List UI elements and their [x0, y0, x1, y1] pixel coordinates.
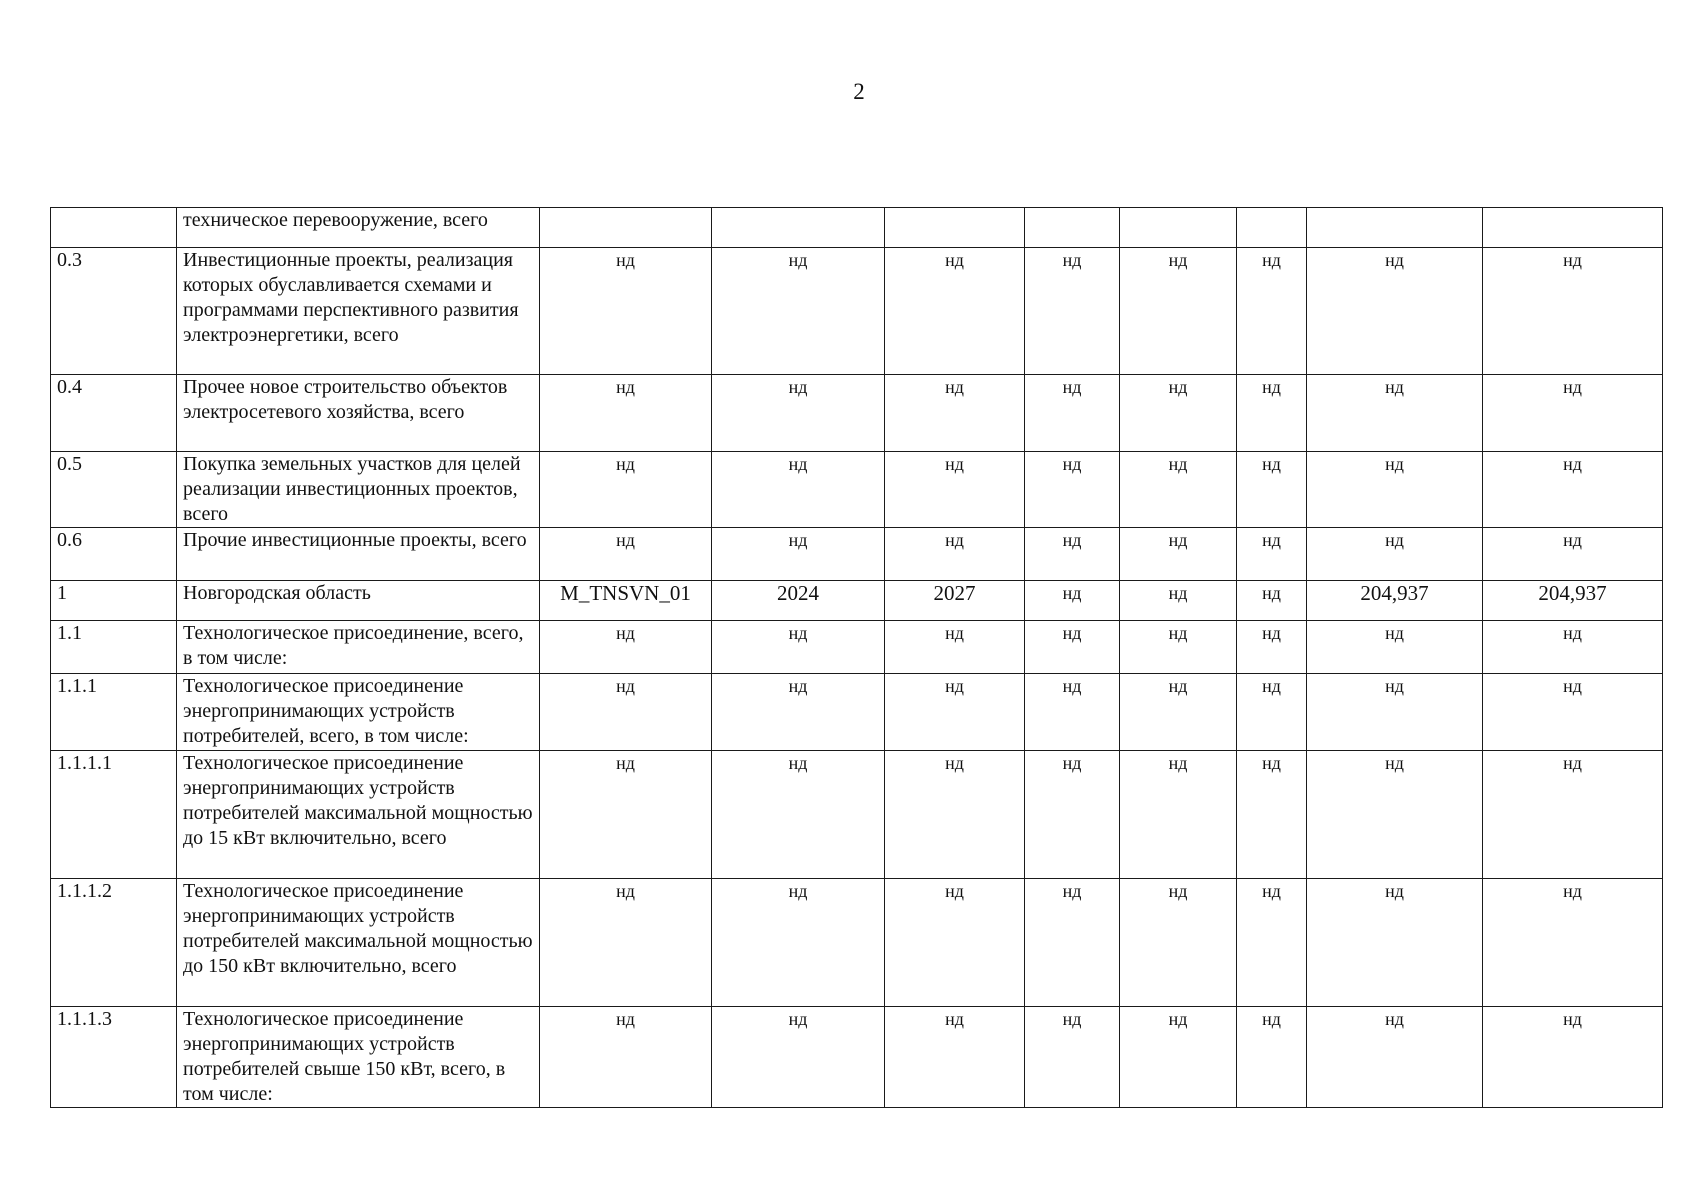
value-cell	[1307, 621, 1483, 674]
value-cell	[1483, 375, 1663, 452]
value-cell	[1237, 674, 1307, 751]
value-cell	[1120, 674, 1237, 751]
value-cell	[1025, 452, 1120, 528]
cell-value: нд	[1385, 1009, 1404, 1029]
cell-value: нд	[1062, 623, 1082, 643]
value-cell	[712, 751, 885, 879]
cell-value: нд	[1168, 881, 1188, 901]
value-cell	[1483, 621, 1663, 674]
value-cell	[1120, 1007, 1237, 1108]
value-cell	[1237, 1007, 1307, 1108]
value-cell	[712, 452, 885, 528]
value-cell	[712, 248, 885, 375]
cell-value: нд	[1385, 676, 1404, 696]
value-cell	[1025, 674, 1120, 751]
row-number-cell: 1.1	[51, 621, 177, 674]
value-cell	[1120, 208, 1237, 248]
row-number-cell: 0.3	[51, 248, 177, 375]
cell-value: нд	[1385, 454, 1404, 474]
cell-value: нд	[616, 250, 635, 270]
value-cell	[1237, 452, 1307, 528]
row-name-cell: Покупка земельных участков для целей реализации инвестиционных проектов, всего	[177, 452, 540, 528]
value-cell	[885, 452, 1025, 528]
value-cell	[1307, 528, 1483, 581]
cell-value: 204,937	[1538, 581, 1607, 605]
row-number-cell: 0.6	[51, 528, 177, 581]
value-cell	[1025, 879, 1120, 1007]
row-number-cell: 0.4	[51, 375, 177, 452]
cell-value: нд	[616, 676, 635, 696]
cell-value: нд	[1062, 454, 1082, 474]
value-cell	[540, 248, 712, 375]
value-cell	[1120, 452, 1237, 528]
value-cell	[1025, 528, 1120, 581]
cell-value: нд	[1168, 1009, 1188, 1029]
cell-value: нд	[1262, 377, 1281, 397]
value-cell	[1237, 621, 1307, 674]
value-cell	[1307, 1007, 1483, 1108]
cell-value: нд	[1563, 753, 1582, 773]
cell-value: нд	[1062, 250, 1082, 270]
value-cell	[885, 674, 1025, 751]
value-cell	[1483, 581, 1663, 621]
value-cell	[1307, 375, 1483, 452]
value-cell	[540, 452, 712, 528]
table-row	[51, 208, 1663, 248]
cell-value: нд	[1563, 250, 1582, 270]
value-cell	[1120, 751, 1237, 879]
row-name-cell: Новгородская область	[177, 581, 540, 621]
table-row	[51, 879, 1663, 1007]
cell-value: нд	[1563, 623, 1582, 643]
value-cell	[1025, 751, 1120, 879]
value-cell	[1307, 452, 1483, 528]
cell-value: нд	[1385, 377, 1404, 397]
cell-value: нд	[945, 881, 964, 901]
table-row	[51, 452, 1663, 528]
cell-value: нд	[1262, 881, 1281, 901]
cell-value: нд	[1062, 753, 1082, 773]
row-name-cell: Технологическое присоединение энергопринимающих устройств потребителей максимальной мощностью до 15 кВт включительно, всего	[177, 751, 540, 879]
value-cell	[1237, 208, 1307, 248]
value-cell	[885, 528, 1025, 581]
cell-value: 204,937	[1360, 581, 1429, 605]
value-cell	[1025, 208, 1120, 248]
cell-value: нд	[788, 530, 808, 550]
cell-value: нд	[788, 454, 808, 474]
cell-value: нд	[1385, 623, 1404, 643]
value-cell	[1483, 751, 1663, 879]
cell-value: нд	[1563, 454, 1582, 474]
cell-value: нд	[788, 1009, 808, 1029]
cell-value: нд	[1062, 676, 1082, 696]
cell-value: нд	[1563, 881, 1582, 901]
cell-value: нд	[1168, 676, 1188, 696]
cell-value: нд	[616, 623, 635, 643]
cell-value: 2024	[777, 581, 819, 605]
value-cell	[1483, 248, 1663, 375]
cell-value: нд	[616, 1009, 635, 1029]
value-cell	[1483, 1007, 1663, 1108]
value-cell	[712, 879, 885, 1007]
value-cell	[540, 581, 712, 621]
value-cell	[885, 581, 1025, 621]
cell-value: нд	[945, 1009, 964, 1029]
value-cell	[712, 1007, 885, 1108]
value-cell	[1237, 375, 1307, 452]
value-cell	[885, 208, 1025, 248]
row-number-cell: 1.1.1.2	[51, 879, 177, 1007]
value-cell	[1025, 621, 1120, 674]
cell-value: нд	[1168, 250, 1188, 270]
cell-value: нд	[788, 250, 808, 270]
value-cell	[712, 528, 885, 581]
cell-value: нд	[788, 377, 808, 397]
value-cell	[885, 621, 1025, 674]
value-cell	[1483, 528, 1663, 581]
cell-value: нд	[1385, 753, 1404, 773]
cell-value: нд	[1262, 454, 1281, 474]
cell-value: нд	[616, 881, 635, 901]
value-cell	[1025, 1007, 1120, 1108]
value-cell	[1483, 452, 1663, 528]
value-cell	[885, 751, 1025, 879]
row-name-cell: Технологическое присоединение энергопринимающих устройств потребителей свыше 150 кВт, всего, в том числе:	[177, 1007, 540, 1108]
value-cell	[540, 879, 712, 1007]
cell-value: нд	[945, 454, 964, 474]
value-cell	[885, 1007, 1025, 1108]
cell-value: нд	[945, 377, 964, 397]
cell-value: нд	[1262, 530, 1281, 550]
row-name-cell: Технологическое присоединение энергопринимающих устройств потребителей, всего, в том числе:	[177, 674, 540, 751]
value-cell	[1120, 528, 1237, 581]
value-cell	[1237, 528, 1307, 581]
row-name-cell: Технологическое присоединение энергопринимающих устройств потребителей максимальной мощностью до 150 кВт включительно, всего	[177, 879, 540, 1007]
value-cell	[540, 751, 712, 879]
value-cell	[1307, 751, 1483, 879]
table-row	[51, 375, 1663, 452]
cell-value: нд	[1062, 881, 1082, 901]
row-number-cell: 1.1.1.1	[51, 751, 177, 879]
value-cell	[540, 208, 712, 248]
value-cell	[1025, 581, 1120, 621]
value-cell	[1120, 375, 1237, 452]
value-cell	[885, 248, 1025, 375]
cell-value: нд	[616, 530, 635, 550]
value-cell	[712, 208, 885, 248]
cell-value: нд	[1168, 753, 1188, 773]
cell-value: нд	[1262, 623, 1281, 643]
cell-value: нд	[945, 250, 964, 270]
value-cell	[540, 528, 712, 581]
cell-value: нд	[1262, 250, 1281, 270]
value-cell	[1120, 879, 1237, 1007]
table-body	[51, 208, 1663, 1108]
value-cell	[1483, 208, 1663, 248]
page-number: 2	[853, 79, 865, 104]
value-cell	[1237, 879, 1307, 1007]
value-cell	[1483, 674, 1663, 751]
value-cell	[1307, 248, 1483, 375]
row-number-cell: 0.5	[51, 452, 177, 528]
value-cell	[885, 879, 1025, 1007]
table-row	[51, 621, 1663, 674]
cell-value: нд	[1563, 1009, 1582, 1029]
row-name-cell: техническое перевооружение, всего	[177, 208, 540, 248]
cell-value: нд	[1168, 623, 1188, 643]
cell-value: нд	[945, 676, 964, 696]
cell-value: нд	[1385, 530, 1404, 550]
cell-value: нд	[788, 623, 808, 643]
cell-value: нд	[788, 881, 808, 901]
cell-value: нд	[1385, 881, 1404, 901]
table-row	[51, 751, 1663, 879]
table-row	[51, 1007, 1663, 1108]
value-cell	[885, 375, 1025, 452]
cell-value: нд	[945, 753, 964, 773]
value-cell	[1025, 248, 1120, 375]
value-cell	[712, 375, 885, 452]
cell-value: нд	[1385, 250, 1404, 270]
cell-value: нд	[616, 753, 635, 773]
table-row	[51, 248, 1663, 375]
row-name-cell: Инвестиционные проекты, реализация которых обуславливается схемами и программами перспективного развития электроэнергетики, всего	[177, 248, 540, 375]
value-cell	[1120, 581, 1237, 621]
value-cell	[1120, 248, 1237, 375]
cell-value: нд	[945, 530, 964, 550]
cell-value: нд	[1262, 583, 1281, 603]
value-cell	[712, 674, 885, 751]
cell-value: нд	[1168, 530, 1188, 550]
value-cell	[1237, 581, 1307, 621]
cell-value: нд	[616, 454, 635, 474]
value-cell	[540, 674, 712, 751]
value-cell	[712, 621, 885, 674]
investment-table	[50, 207, 1663, 1108]
value-cell	[1237, 751, 1307, 879]
cell-value: нд	[1563, 530, 1582, 550]
row-name-cell: Прочее новое строительство объектов электросетевого хозяйства, всего	[177, 375, 540, 452]
value-cell	[1307, 879, 1483, 1007]
value-cell	[1025, 375, 1120, 452]
cell-value: нд	[1563, 377, 1582, 397]
cell-value: нд	[1062, 530, 1082, 550]
cell-value: нд	[1168, 454, 1188, 474]
row-name-cell: Прочие инвестиционные проекты, всего	[177, 528, 540, 581]
value-cell	[1120, 621, 1237, 674]
cell-value: нд	[1062, 583, 1082, 603]
cell-value: 2027	[933, 581, 976, 605]
cell-value: M_TNSVN_01	[560, 581, 691, 605]
cell-value: нд	[1168, 377, 1188, 397]
value-cell	[1307, 581, 1483, 621]
row-number-cell: 1.1.1	[51, 674, 177, 751]
value-cell	[1237, 248, 1307, 375]
value-cell	[712, 581, 885, 621]
cell-value: нд	[788, 753, 808, 773]
row-number-cell: 1	[51, 581, 177, 621]
value-cell	[540, 1007, 712, 1108]
row-number-cell	[51, 208, 177, 248]
value-cell	[1483, 879, 1663, 1007]
row-name-cell: Технологическое присоединение, всего, в том числе:	[177, 621, 540, 674]
cell-value: нд	[788, 676, 808, 696]
cell-value: нд	[1262, 1009, 1281, 1029]
value-cell	[540, 375, 712, 452]
cell-value: нд	[1062, 377, 1082, 397]
table-row	[51, 674, 1663, 751]
value-cell	[1307, 208, 1483, 248]
row-number-cell: 1.1.1.3	[51, 1007, 177, 1108]
cell-value: нд	[945, 623, 964, 643]
cell-value: нд	[1168, 583, 1188, 603]
table-row	[51, 581, 1663, 621]
table-row	[51, 528, 1663, 581]
value-cell	[540, 621, 712, 674]
cell-value: нд	[1563, 676, 1582, 696]
cell-value: нд	[1262, 753, 1281, 773]
cell-value: нд	[1062, 1009, 1082, 1029]
cell-value: нд	[616, 377, 635, 397]
value-cell	[1307, 674, 1483, 751]
cell-value: нд	[1262, 676, 1281, 696]
